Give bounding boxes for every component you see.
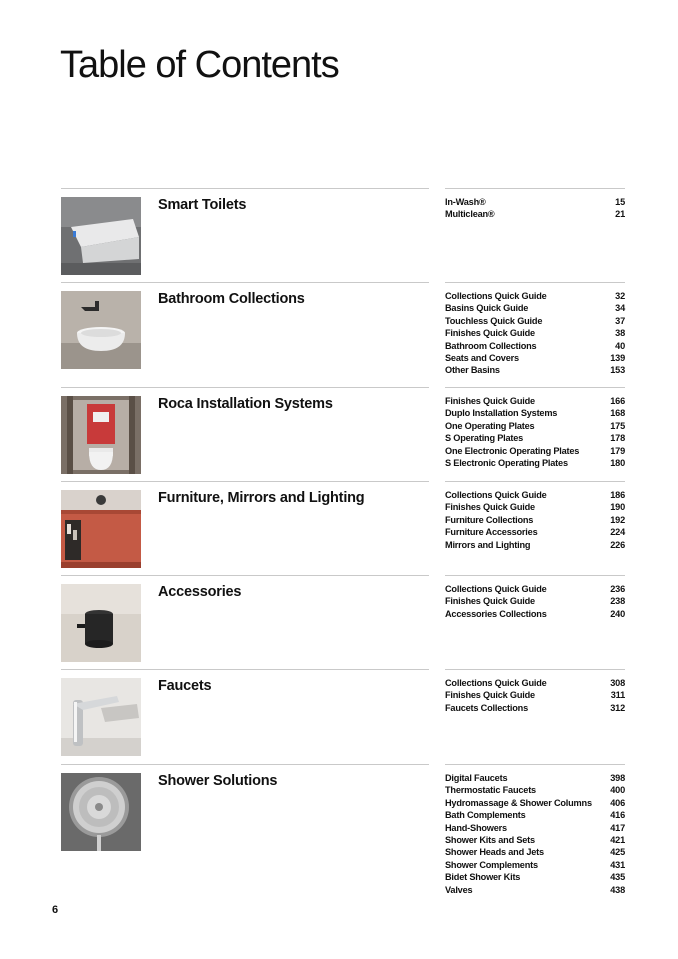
toc-entry[interactable]: [445, 860, 625, 872]
entry-label: Seats and Covers: [445, 352, 519, 363]
entry-page: 192: [610, 514, 625, 525]
entry-page: 38: [615, 328, 625, 339]
entry-page: 224: [610, 527, 625, 538]
section-divider: [445, 575, 625, 576]
accessory-photo: [61, 584, 141, 662]
entry-page: 311: [610, 690, 625, 701]
entry-label: S Operating Plates: [445, 433, 524, 444]
entry-page: 308: [610, 678, 625, 688]
entry-page: 178: [610, 433, 625, 444]
page-title: Table of Contents: [60, 44, 339, 86]
entry-list: [445, 773, 625, 897]
entry-list: [445, 291, 625, 378]
toc-entry[interactable]: [445, 678, 625, 690]
shower-head-photo: [61, 773, 141, 851]
entry-label: Collections Quick Guide: [445, 584, 547, 594]
smart-toilet-photo: [61, 197, 141, 275]
section-divider: [445, 481, 625, 482]
entry-page: 190: [610, 502, 625, 513]
entry-list: [445, 197, 625, 222]
entry-label: Finishes Quick Guide: [445, 690, 535, 701]
entry-list: [445, 490, 625, 552]
toc-entry[interactable]: [445, 502, 625, 514]
toc-entry[interactable]: [445, 515, 625, 527]
entry-label: Finishes Quick Guide: [445, 328, 535, 339]
entry-list: [445, 584, 625, 621]
section-title: Furniture, Mirrors and Lighting: [158, 490, 365, 506]
toc-entry[interactable]: [445, 596, 625, 608]
furniture-photo: [61, 490, 141, 568]
section-title: Bathroom Collections: [158, 291, 305, 307]
entry-label: Bathroom Collections: [445, 340, 537, 351]
entry-label: Bath Complements: [445, 810, 526, 821]
toc-entry[interactable]: [445, 446, 625, 458]
entry-page: 153: [610, 365, 625, 376]
entry-label: Faucets Collections: [445, 702, 528, 713]
section-title: Shower Solutions: [158, 773, 278, 789]
entry-page: 236: [610, 584, 625, 594]
toc-entry[interactable]: [445, 353, 625, 365]
entry-page: 421: [610, 834, 625, 845]
entry-label: Hand-Showers: [445, 822, 507, 833]
entry-label: Touchless Quick Guide: [445, 315, 543, 326]
section-divider: [445, 669, 625, 670]
toc-entry[interactable]: [445, 872, 625, 884]
entry-label: Shower Heads and Jets: [445, 847, 544, 858]
entry-list: [445, 678, 625, 715]
entry-label: Shower Kits and Sets: [445, 834, 535, 845]
toc-entry[interactable]: [445, 396, 625, 408]
entry-page: 240: [610, 608, 625, 619]
toc-entry[interactable]: [445, 847, 625, 859]
entry-label: Thermostatic Faucets: [445, 785, 536, 796]
entry-label: One Electronic Operating Plates: [445, 445, 580, 456]
entry-page: 435: [610, 872, 625, 883]
entry-label: Hydromassage & Shower Columns: [445, 797, 592, 808]
toc-entry[interactable]: [445, 527, 625, 539]
toc-entry[interactable]: [445, 540, 625, 552]
section-divider: [61, 764, 429, 765]
entry-page: 32: [615, 291, 625, 301]
toc-entry[interactable]: [445, 584, 625, 596]
section-divider: [61, 387, 429, 388]
entry-label: Valves: [445, 884, 473, 895]
toc-entry[interactable]: [445, 408, 625, 420]
toc-entry[interactable]: [445, 823, 625, 835]
installation-frame-photo: [61, 396, 141, 474]
toc-entry[interactable]: [445, 209, 625, 221]
toc-entry[interactable]: [445, 785, 625, 797]
section-title: Roca Installation Systems: [158, 396, 333, 412]
section-divider: [445, 282, 625, 283]
page-number: 6: [52, 904, 59, 916]
toc-entry[interactable]: [445, 690, 625, 702]
toc-entry[interactable]: [445, 490, 625, 502]
entry-page: 175: [610, 420, 625, 431]
toc-entry[interactable]: [445, 316, 625, 328]
entry-page: 37: [615, 315, 625, 326]
entry-page: 179: [610, 445, 625, 456]
entry-page: 168: [610, 408, 625, 419]
toc-entry[interactable]: [445, 835, 625, 847]
entry-page: 425: [610, 847, 625, 858]
entry-page: 398: [610, 773, 625, 783]
entry-label: Finishes Quick Guide: [445, 596, 535, 607]
basin-photo: [61, 291, 141, 369]
entry-label: In-Wash®: [445, 197, 486, 207]
entry-label: Furniture Collections: [445, 514, 534, 525]
entry-label: Basins Quick Guide: [445, 303, 529, 314]
entry-label: One Operating Plates: [445, 420, 535, 431]
section-title: Smart Toilets: [158, 197, 247, 213]
entry-page: 417: [610, 822, 625, 833]
toc-entry[interactable]: [445, 798, 625, 810]
entry-page: 166: [610, 396, 625, 406]
entry-page: 180: [610, 457, 625, 468]
section-divider: [61, 575, 429, 576]
entry-label: Digital Faucets: [445, 773, 508, 783]
entry-page: 416: [610, 810, 625, 821]
toc-entry[interactable]: [445, 703, 625, 715]
toc-entry[interactable]: [445, 197, 625, 209]
entry-page: 438: [610, 884, 625, 895]
toc-entry[interactable]: [445, 458, 625, 470]
entry-page: 431: [610, 859, 625, 870]
toc-entry[interactable]: [445, 328, 625, 340]
entry-label: Other Basins: [445, 365, 500, 376]
entry-list: [445, 396, 625, 470]
entry-label: Shower Complements: [445, 859, 538, 870]
toc-entry[interactable]: [445, 365, 625, 377]
section-divider: [445, 764, 625, 765]
entry-label: Multiclean®: [445, 209, 495, 220]
toc-entry[interactable]: [445, 291, 625, 303]
entry-page: 40: [615, 340, 625, 351]
entry-label: Furniture Accessories: [445, 527, 538, 538]
section-divider: [61, 282, 429, 283]
section-title: Accessories: [158, 584, 242, 600]
entry-page: 406: [610, 797, 625, 808]
entry-page: 400: [610, 785, 625, 796]
faucet-photo: [61, 678, 141, 756]
entry-page: 186: [610, 490, 625, 500]
entry-label: Accessories Collections: [445, 608, 547, 619]
entry-label: Finishes Quick Guide: [445, 502, 535, 513]
toc-entry[interactable]: [445, 810, 625, 822]
toc-entry[interactable]: [445, 303, 625, 315]
entry-label: Collections Quick Guide: [445, 490, 547, 500]
section-divider: [445, 387, 625, 388]
toc-entry[interactable]: [445, 421, 625, 433]
entry-label: Collections Quick Guide: [445, 678, 547, 688]
entry-label: Finishes Quick Guide: [445, 396, 535, 406]
section-divider: [61, 188, 429, 189]
section-title: Faucets: [158, 678, 212, 694]
entry-page: 34: [615, 303, 625, 314]
toc-entry[interactable]: [445, 773, 625, 785]
entry-label: Duplo Installation Systems: [445, 408, 558, 419]
entry-page: 139: [610, 352, 625, 363]
toc-entry[interactable]: [445, 609, 625, 621]
entry-label: Bidet Shower Kits: [445, 872, 521, 883]
entry-page: 15: [615, 197, 625, 207]
entry-label: S Electronic Operating Plates: [445, 457, 568, 468]
toc-entry[interactable]: [445, 341, 625, 353]
section-divider: [61, 669, 429, 670]
toc-entry[interactable]: [445, 885, 625, 897]
entry-page: 226: [610, 539, 625, 550]
entry-page: 312: [610, 702, 625, 713]
entry-page: 21: [615, 209, 625, 220]
toc-entry[interactable]: [445, 433, 625, 445]
section-divider: [445, 188, 625, 189]
entry-label: Collections Quick Guide: [445, 291, 547, 301]
section-divider: [61, 481, 429, 482]
entry-label: Mirrors and Lighting: [445, 539, 531, 550]
entry-page: 238: [610, 596, 625, 607]
